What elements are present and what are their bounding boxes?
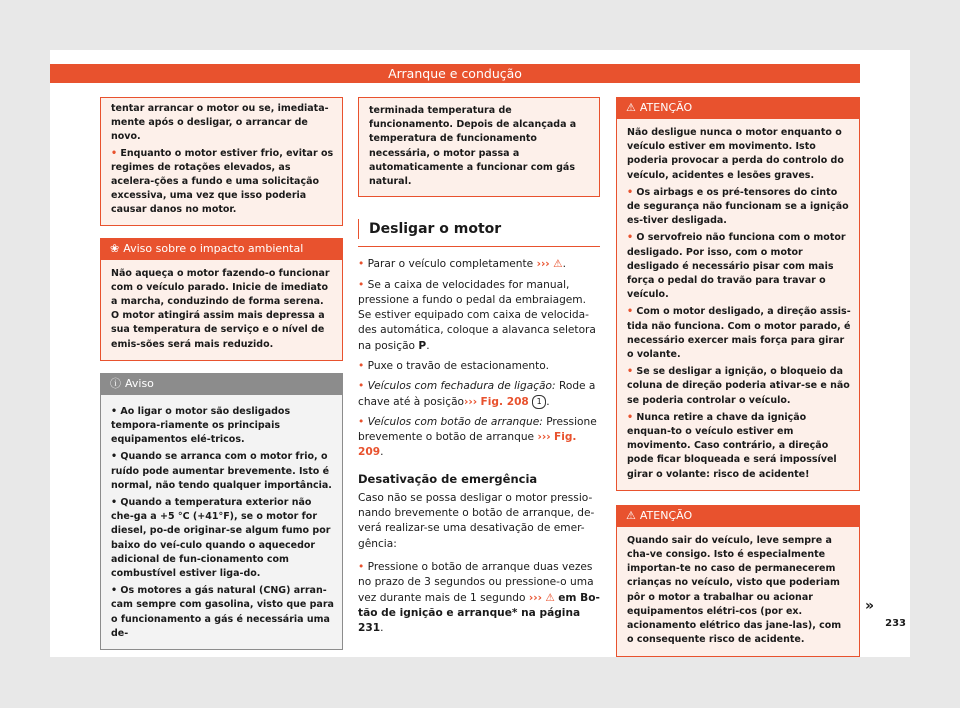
section-divider <box>358 246 600 247</box>
list-item: • Veículos com botão de arranque: Pressione brevemente o botão de arranque ››› Fig. 209. <box>358 415 597 459</box>
warning-title: ATENÇÃO <box>639 101 693 114</box>
info-icon: ⓘ <box>110 376 121 390</box>
figure-link[interactable]: Fig. 209 <box>358 431 577 459</box>
warning-body <box>616 119 860 491</box>
list-item-text: Se a caixa de velocidades for manual, pressione a fundo o pedal da embraiagem. Se estiver equipado com caixa de velocida-des automática, coloque a alavanca seletora na posição <box>358 278 596 352</box>
list-item <box>627 305 851 362</box>
info-note-title: Aviso <box>125 376 154 390</box>
list-item-text: Com o motor desligado, a direção assis-tida não funciona. Com o motor parado, é necessário exercer mais força para girar o volante. <box>627 306 851 361</box>
caution-box-continued <box>100 97 343 226</box>
bullet-icon: • <box>627 411 634 423</box>
bullet-icon: • <box>627 232 634 244</box>
list-item: • Se a caixa de velocidades for manual, pressione a fundo o pedal da embraiagem. Se estiver equipado com caixa de velocida-des automática, coloque a alavanca seletora na posição P. <box>358 278 596 352</box>
warning-icon[interactable]: ⚠ <box>553 258 563 271</box>
list-item-text: Os motores a gás natural (CNG) arran-cam sempre com gasolina, visto que para o funcionamento a gás é necessária uma de- <box>111 585 334 639</box>
list-item-text: Nunca retire a chave da ignição enquan-to o veículo estiver em movimento. Caso contrário, a direção pode ficar bloqueada e será impossível girar o volante: risco de acidente! <box>627 411 837 480</box>
environment-note <box>100 238 343 361</box>
warning-title: ATENÇÃO <box>639 508 693 522</box>
warning-header <box>616 97 860 119</box>
bullet-icon: • <box>627 366 634 378</box>
list-item-text: Se se desligar a ignição, o bloqueio da coluna de direção poderia ativar-se e não se poderia controlar o veículo. <box>627 366 850 406</box>
bullet-icon: • <box>627 186 634 198</box>
list-item-text: Quando a temperatura exterior não che-ga a +5 °C (+41°F), se o motor for diesel, po-de originar-se algum fumo por baixo do veí-culo quando o aquecedor adicional de fun-cionamento com combustível estiver liga-do. <box>111 497 331 580</box>
list-item: • Os motores a gás natural (CNG) arran-cam sempre com gasolina, visto que para o funcionamento a gás é necessária uma de- <box>111 585 334 639</box>
list-item: • Quando se arranca com o motor frio, o ruído pode aumentar brevemente. Isto é normal, não tendo qualquer importância. <box>111 451 332 491</box>
environment-note-title: Aviso sobre o impacto ambiental <box>123 241 304 255</box>
caution-item-text: Enquanto o motor estiver frio, evitar os regimes de rotações elevados, as acelera-ções a fundo e uma solicitação excessiva, uma vez que isso poderia causar danos no motor. <box>111 147 334 216</box>
caution-item <box>111 147 334 218</box>
page-header: Arranque e condução <box>50 64 860 83</box>
environment-note-header <box>100 238 343 260</box>
info-note-body <box>100 395 343 650</box>
body-text <box>358 491 600 637</box>
warning-text: Não desligue nunca o motor enquanto o veículo estiver em movimento. Isto poderia provocar a perda do controlo do veículo, acidentes e lesões graves. <box>627 127 844 181</box>
list-item <box>627 186 851 229</box>
vehicle-variant: Veículos com fechadura de ligação: <box>367 380 556 393</box>
reference-arrows: ››› <box>528 591 542 604</box>
list-item <box>627 411 851 482</box>
page-reference[interactable]: em Bo-tão de ignição e arranque* na página 231 <box>358 591 600 635</box>
list-item-text: Pressione brevemente o botão de arranque <box>358 415 597 444</box>
info-note-header <box>100 373 343 395</box>
right-column <box>616 97 860 657</box>
reference-arrows[interactable]: ››› <box>536 258 550 271</box>
bullet-icon: • <box>358 258 365 271</box>
subsection-title: Desativação de emergência <box>358 471 538 486</box>
list-item: • Parar o veículo completamente ››› ⚠. <box>358 258 566 271</box>
bullet-icon: • <box>358 415 365 428</box>
vehicle-variant: Veículos com botão de arranque: <box>367 415 543 428</box>
middle-column <box>358 97 600 636</box>
caution-text: terminada temperatura de funcionamento. Depois de alcançada a temperatura de funcionamento necessária, o motor passa a automaticamente a funcionar com gás natural. <box>369 105 577 188</box>
list-item-text: Os airbags e os pré-tensores do cinto de segurança não funcionam se a ignição es-tiver desligada. <box>627 186 849 227</box>
warning-header <box>616 505 860 527</box>
callout-number: 1 <box>532 395 546 409</box>
reference-arrows: ››› <box>464 395 478 408</box>
list-item-text: O servofreio não funciona com o motor desligado. Por isso, com o motor desligado é necessário pisar com mais força o pedal do travão para travar o veículo. <box>627 232 846 301</box>
bullet-icon: • <box>358 380 365 393</box>
list-item-text: Ao ligar o motor são desligados tempora-riamente os principais equipamentos elé-tricos. <box>111 405 291 446</box>
paragraph: Caso não se possa desligar o motor pressio-nando brevemente o botão de arranque, de-verá realizar-se uma desativação de emer-gência: <box>358 491 595 550</box>
caution-box-end <box>358 97 600 197</box>
bullet-icon: • <box>358 360 365 372</box>
bullet-icon: • <box>111 147 118 159</box>
section-title: Desligar o motor <box>358 219 600 239</box>
list-item-text: Parar o veículo completamente <box>367 258 534 271</box>
list-item <box>358 359 600 374</box>
warning-body <box>616 527 860 657</box>
body-text <box>358 257 600 461</box>
page-number: 233 <box>885 618 906 629</box>
list-item: • Ao ligar o motor são desligados tempora-riamente os principais equipamentos elé-tricos. <box>111 405 291 446</box>
reference-arrows: ››› <box>537 431 551 444</box>
warning-text: Quando sair do veículo, leve sempre a cha-ve consigo. Isto é especialmente importan-te no caso de permanecerem crianças no veículo, visto que poderiam pôr o motor a trabalhar ou acionar equipamentos elétri-cos (por ex. acionamento elétrico das jane-las), com o consequente risco de acidente. <box>627 534 842 646</box>
list-item-text: Quando se arranca com o motor frio, o ruído pode aumentar brevemente. Isto é normal, não tendo qualquer importância. <box>111 451 332 491</box>
left-column <box>100 97 343 650</box>
leaf-icon: ❀ <box>110 241 120 255</box>
list-item <box>627 231 851 302</box>
list-item: • Veículos com fechadura de ligação: Rode a chave até à posição››› Fig. 208 1 . <box>358 380 596 408</box>
list-item: • Pressione o botão de arranque duas vezes no prazo de 3 segundos ou pressione-o uma vez durante mais de 1 segundo ››› ⚠ em Bo-tão de ignição e arranque* na página 231. <box>358 560 600 635</box>
continue-icon: » <box>865 598 875 614</box>
warning-icon: ⚠ <box>626 101 636 114</box>
bullet-icon: • <box>358 560 365 573</box>
gear-position: P <box>418 339 427 352</box>
list-item-text: Pressione o botão de arranque duas vezes no prazo de 3 segundos ou pressione-o uma vez durante mais de 1 segundo <box>358 560 594 604</box>
warning-icon: ⚠ <box>545 591 555 604</box>
list-item <box>627 365 851 408</box>
figure-link[interactable]: Fig. 208 <box>480 395 529 408</box>
bullet-icon: • <box>358 278 365 291</box>
list-item-text: Rode a chave até à posição <box>358 380 596 408</box>
list-item: • Quando a temperatura exterior não che-ga a +5 °C (+41°F), se o motor for diesel, po-de originar-se algum fumo por baixo do veí-culo quando o aquecedor adicional de fun-cionamento com combustível estiver liga-do. <box>111 497 331 580</box>
caution-text: tentar arrancar o motor ou se, imediata-mente após o desligar, o arrancar de novo. <box>111 103 329 143</box>
warning-box-1 <box>616 97 860 491</box>
list-item-text: Puxe o travão de estacionamento. <box>367 360 549 372</box>
info-note <box>100 373 343 650</box>
environment-note-body <box>100 260 343 361</box>
bullet-icon: • <box>627 306 634 318</box>
warning-icon: ⚠ <box>626 508 636 522</box>
environment-note-text: Não aqueça o motor fazendo-o funcionar com o veículo parado. Inicie de imediato a marcha, conduzindo de forma serena. O motor atingirá assim mais depressa a sua temperatura de serviço e o nível de emis-sões será mais reduzido. <box>111 267 330 350</box>
warning-box-2 <box>616 505 860 657</box>
